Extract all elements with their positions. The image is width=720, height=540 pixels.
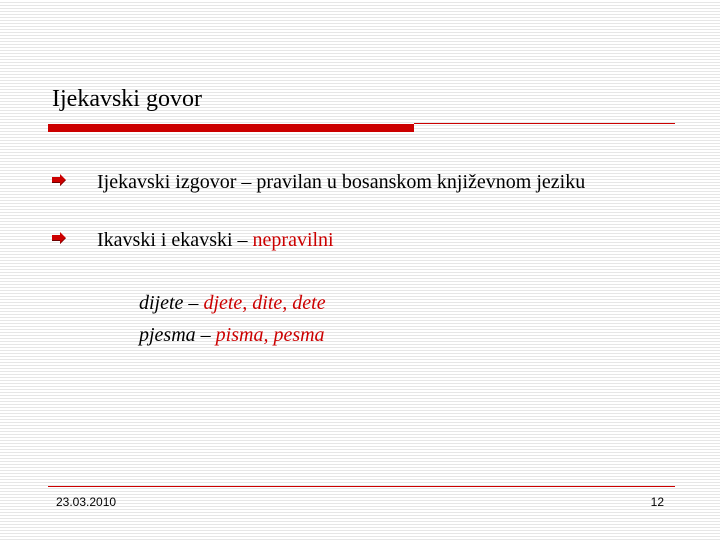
title-underline-thick xyxy=(48,124,414,132)
bullet-item-2-highlight: nepravilni xyxy=(252,229,334,251)
example-line-1 xyxy=(139,292,326,315)
bullet-item-2 xyxy=(97,228,657,253)
page-number: 12 xyxy=(650,495,664,509)
footer-rule xyxy=(48,486,675,487)
bullet-item-2-text: Ikavski i ekavski – xyxy=(97,229,253,251)
arrow-bullet-icon xyxy=(52,232,66,244)
example-word: dijete – xyxy=(139,292,204,314)
arrow-bullet-icon xyxy=(52,174,66,186)
example-incorrect-variants: djete, dite, dete xyxy=(203,292,326,314)
title-underline-thin xyxy=(414,123,675,124)
slide-title: Ijekavski govor xyxy=(52,86,202,112)
bullet-item-1 xyxy=(97,170,657,195)
example-line-2 xyxy=(139,324,325,347)
example-incorrect-variants: pisma, pesma xyxy=(215,324,325,346)
example-word: pjesma – xyxy=(139,324,216,346)
bullet-item-1-text: Ijekavski izgovor – pravilan u bosanskom književnom jeziku xyxy=(97,171,586,193)
footer-date: 23.03.2010 xyxy=(56,495,117,509)
